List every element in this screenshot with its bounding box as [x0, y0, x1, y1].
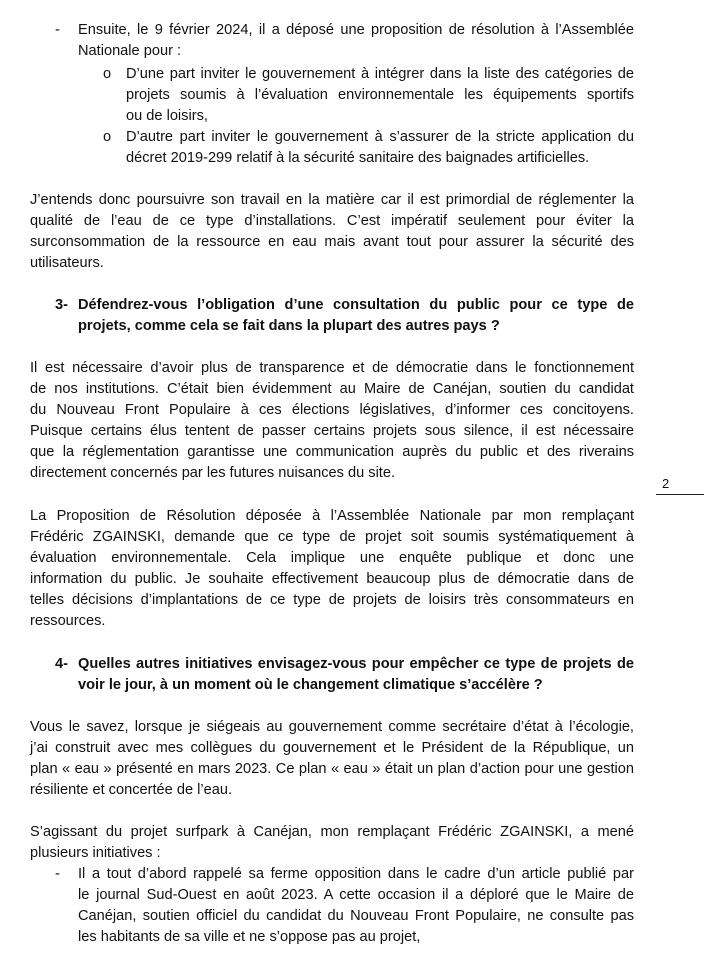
bullet-2-line-3: Canéjan, soutien officiel du candidat du Nouveau Front Populaire, ne consulte pas	[78, 908, 634, 924]
sub-item-1-line-1: D’une part inviter le gouvernement à intégrer dans la liste des catégories de	[126, 66, 634, 82]
para-4-line-4: résiliente et concertée de l’eau.	[30, 782, 233, 798]
para-4-line-2: j’ai construit avec mes collègues du gouvernement et le Président de la République, un	[30, 740, 634, 756]
para-3-line-5: telles décisions d’implantations de ce type de projets de loisirs très consommateurs en	[30, 592, 634, 608]
para-2-line-1: Il est nécessaire d’avoir plus de transparence et de démocratie dans le fonctionnement	[30, 360, 634, 376]
para-3-line-6: ressources.	[30, 613, 106, 629]
question-4-line-1: Quelles autres initiatives envisagez-vous pour empêcher ce type de projets de	[78, 656, 634, 672]
sub-item-2-line-1: D’autre part inviter le gouvernement à s’assurer de la stricte application du	[126, 129, 634, 145]
para-2-line-5: que la réglementation garantisse une communication auprès du public et des riverains	[30, 444, 634, 460]
question-4-number: 4-	[55, 656, 68, 672]
question-3-line-1: Défendrez-vous l’obligation d’une consultation du public pour ce type de	[78, 297, 634, 313]
para-2-line-6: directement concernés par les futures nuisances du site.	[30, 465, 396, 481]
para-1-line-1: J’entends donc poursuivre son travail en la matière car il est primordial de réglementer la	[30, 192, 634, 208]
para-2-line-4: Puisque certains élus tentent de passer certains projets sous silence, il est nécessaire	[30, 423, 634, 439]
para-1-line-2: qualité de l’eau de ce type d’installations. C’est impératif seulement pour éviter la	[30, 213, 634, 229]
para-5-line-2: plusieurs initiatives :	[30, 845, 161, 861]
para-4-line-1: Vous le savez, lorsque je siégeais au gouvernement comme secrétaire d’état à l’écologie,	[30, 719, 634, 735]
para-2-line-3: du Nouveau Front Populaire à ces élections législatives, d’informer ces concitoyens.	[30, 402, 634, 418]
page-number-rule	[656, 494, 704, 495]
para-2-line-2: de nos institutions. C’était bien évidemment au Maire de Canéjan, soutien du candidat	[30, 381, 634, 397]
bullet-2-line-4: les habitants de sa ville et ne s’oppose pas au projet,	[78, 929, 421, 945]
question-4-line-2: voir le jour, à un moment où le changement climatique s’accélère ?	[78, 677, 543, 693]
page-number: 2	[662, 476, 670, 491]
bullet-1-line-1: Ensuite, le 9 février 2024, il a déposé une proposition de résolution à l’Assemblée	[78, 22, 634, 38]
para-1-line-4: utilisateurs.	[30, 255, 104, 271]
para-3-line-1: La Proposition de Résolution déposée à l’Assemblée Nationale par mon remplaçant	[30, 508, 634, 524]
bullet-2-line-1: Il a tout d’abord rappelé sa ferme opposition dans le cadre d’un article publié par	[78, 866, 634, 882]
para-3-line-3: évaluation environnementale. Cela implique une enquête publique et donc une	[30, 550, 634, 566]
para-3-line-4: information du public. Je souhaite effectivement beaucoup plus de démocratie dans de	[30, 571, 634, 587]
sub-item-2-line-2: décret 2019-299 relatif à la sécurité sanitaire des baignades artificielles.	[126, 150, 590, 166]
bullet-dash: -	[55, 22, 60, 38]
sub-item-1-line-2: projets soumis à l’évaluation environnementale les équipements sportifs	[126, 87, 634, 103]
bullet-2-line-2: le journal Sud-Ouest en août 2023. A cette occasion il a déploré que le Maire de	[78, 887, 634, 903]
bullet-dash: -	[55, 866, 60, 882]
question-3-line-2: projets, comme cela se fait dans la plupart des autres pays ?	[78, 318, 500, 334]
sub-bullet-circle: o	[103, 129, 112, 145]
para-4-line-3: plan « eau » présenté en mars 2023. Ce plan « eau » était un plan d’action pour une gestion	[30, 761, 634, 777]
para-5-line-1: S’agissant du projet surfpark à Canéjan, mon remplaçant Frédéric ZGAINSKI, a mené	[30, 824, 634, 840]
sub-bullet-circle: o	[103, 66, 112, 82]
sub-item-1-line-3: ou de loisirs,	[126, 108, 208, 124]
bullet-1-line-2: Nationale pour :	[78, 43, 182, 59]
para-1-line-3: surconsommation de la ressource en eau mais avant tout pour assurer la sécurité des	[30, 234, 634, 250]
para-3-line-2: Frédéric ZGAINSKI, demande que ce type de projet soit soumis systématiquement à	[30, 529, 634, 545]
question-3-number: 3-	[55, 297, 68, 313]
